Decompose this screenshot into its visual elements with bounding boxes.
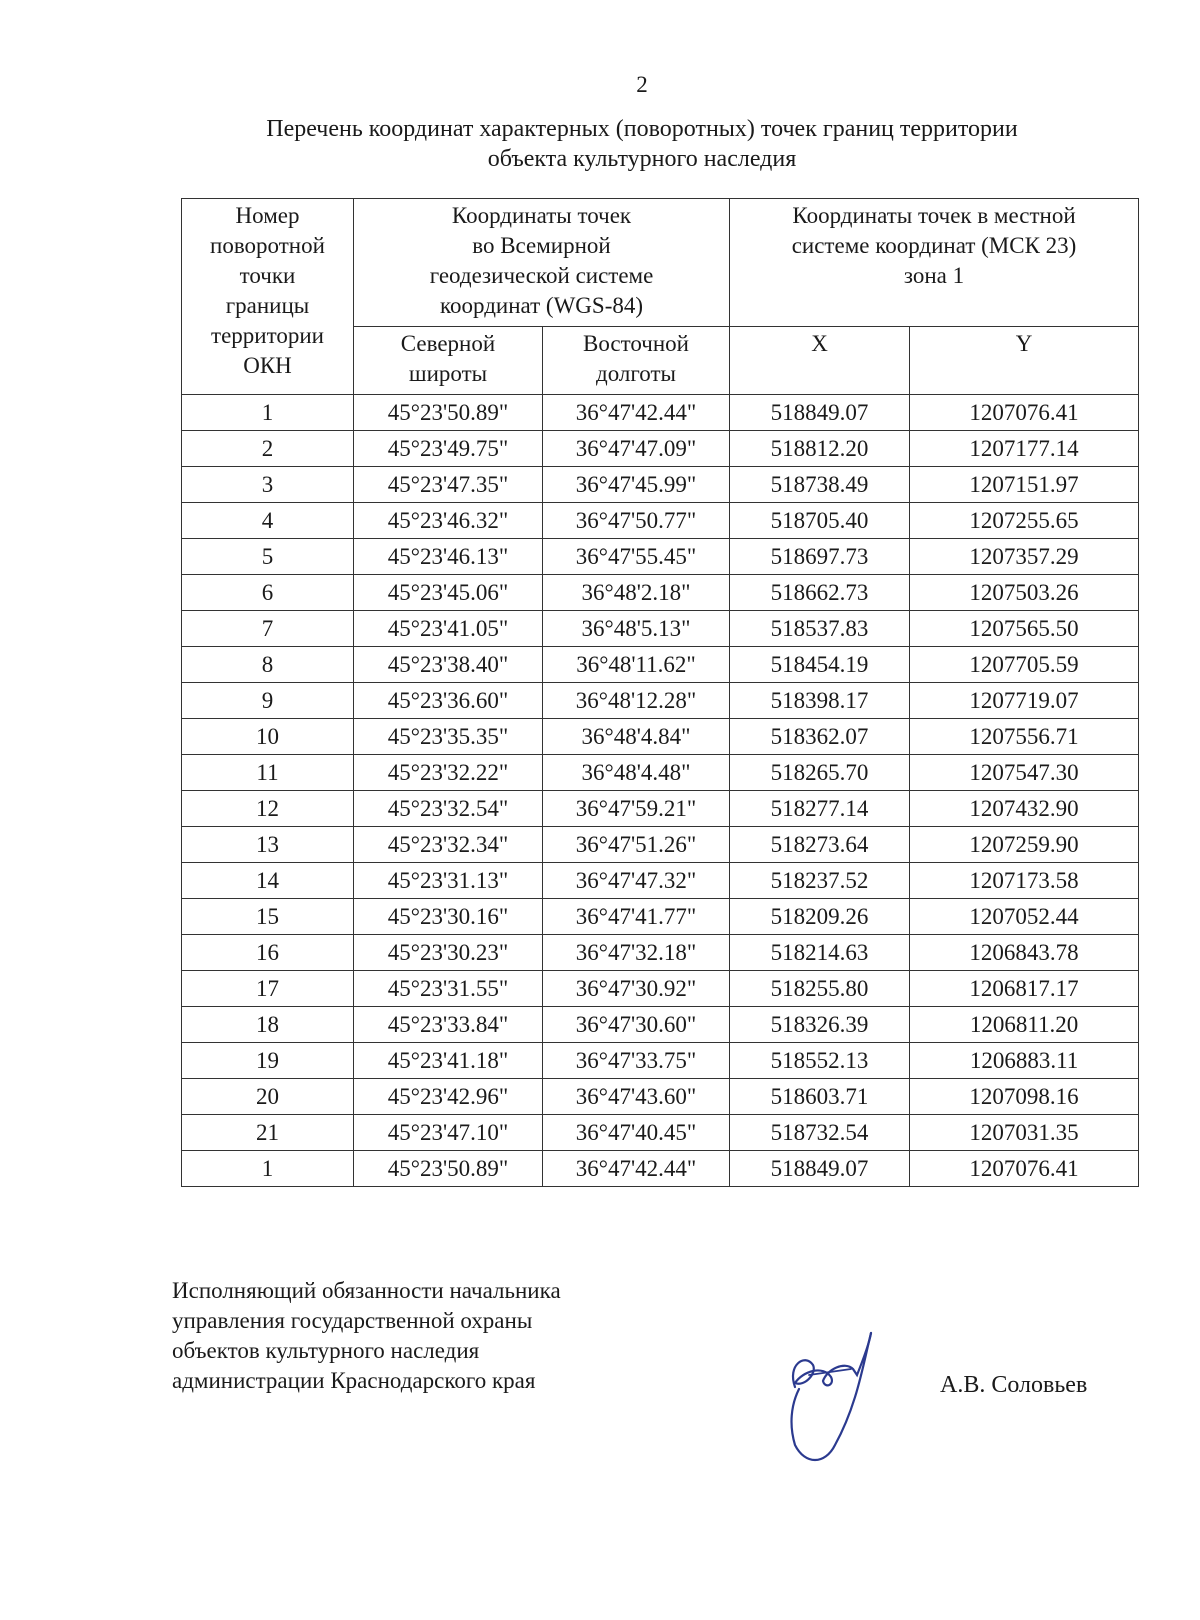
cell-y: 1207255.65 [910,503,1139,539]
cell-x: 518255.80 [730,971,910,1007]
cell-x: 518362.07 [730,719,910,755]
cell-point-number: 8 [182,647,354,683]
header-msk23: Координаты точек в местной системе координат (МСК 23) зона 1 [730,199,1139,327]
cell-x: 518398.17 [730,683,910,719]
cell-point-number: 20 [182,1079,354,1115]
cell-x: 518697.73 [730,539,910,575]
header-point-number: Номер поворотной точки границы территории ОКН [182,199,354,395]
table-row [182,1043,1139,1079]
table-row [182,503,1139,539]
cell-latitude: 45°23'32.22" [354,755,543,791]
cell-y: 1207565.50 [910,611,1139,647]
cell-point-number: 2 [182,431,354,467]
cell-latitude: 45°23'47.10" [354,1115,543,1151]
cell-latitude: 45°23'46.13" [354,539,543,575]
signatory-position [172,1276,561,1396]
cell-longitude: 36°47'47.09" [543,431,730,467]
cell-x: 518326.39 [730,1007,910,1043]
cell-y: 1206811.20 [910,1007,1139,1043]
position-line: управления государственной охраны [172,1308,533,1333]
cell-latitude: 45°23'50.89" [354,395,543,431]
cell-latitude: 45°23'32.54" [354,791,543,827]
cell-y: 1207098.16 [910,1079,1139,1115]
title-line-2: объекта культурного наследия [487,146,797,172]
cell-y: 1207432.90 [910,791,1139,827]
cell-point-number: 19 [182,1043,354,1079]
cell-y: 1207259.90 [910,827,1139,863]
cell-longitude: 36°47'50.77" [543,503,730,539]
cell-x: 518738.49 [730,467,910,503]
title-line-1: Перечень координат характерных (поворотных) точек границ территории [266,116,1018,142]
cell-longitude: 36°47'32.18" [543,935,730,971]
header-longitude: Восточной долготы [543,327,730,395]
cell-point-number: 16 [182,935,354,971]
table-row [182,467,1139,503]
table-row [182,1151,1139,1187]
cell-latitude: 45°23'31.55" [354,971,543,1007]
cell-latitude: 45°23'38.40" [354,647,543,683]
cell-latitude: 45°23'42.96" [354,1079,543,1115]
cell-longitude: 36°48'4.84" [543,719,730,755]
cell-point-number: 13 [182,827,354,863]
header-latitude: Северной широты [354,327,543,395]
cell-y: 1207556.71 [910,719,1139,755]
cell-y: 1206843.78 [910,935,1139,971]
table-row [182,1115,1139,1151]
table-row [182,827,1139,863]
cell-y: 1206817.17 [910,971,1139,1007]
cell-y: 1207076.41 [910,1151,1139,1187]
signatory-name: А.В. Соловьев [940,1372,1088,1398]
table-row [182,683,1139,719]
cell-point-number: 4 [182,503,354,539]
cell-latitude: 45°23'41.05" [354,611,543,647]
cell-point-number: 18 [182,1007,354,1043]
cell-latitude: 45°23'49.75" [354,431,543,467]
table-row [182,647,1139,683]
cell-latitude: 45°23'47.35" [354,467,543,503]
table-row [182,971,1139,1007]
cell-x: 518662.73 [730,575,910,611]
cell-y: 1207031.35 [910,1115,1139,1151]
cell-latitude: 45°23'41.18" [354,1043,543,1079]
handwritten-signature-icon [765,1325,885,1475]
cell-y: 1207177.14 [910,431,1139,467]
cell-y: 1206883.11 [910,1043,1139,1079]
cell-point-number: 6 [182,575,354,611]
document-title [150,114,1134,174]
cell-point-number: 10 [182,719,354,755]
cell-point-number: 15 [182,899,354,935]
cell-y: 1207151.97 [910,467,1139,503]
table-row [182,575,1139,611]
cell-longitude: 36°47'51.26" [543,827,730,863]
cell-x: 518552.13 [730,1043,910,1079]
cell-longitude: 36°47'40.45" [543,1115,730,1151]
cell-y: 1207052.44 [910,899,1139,935]
cell-x: 518273.64 [730,827,910,863]
cell-x: 518705.40 [730,503,910,539]
header-x: X [730,327,910,395]
cell-longitude: 36°47'30.92" [543,971,730,1007]
cell-x: 518849.07 [730,1151,910,1187]
table-body [182,395,1139,1187]
cell-latitude: 45°23'31.13" [354,863,543,899]
table-row [182,755,1139,791]
header-wgs84: Координаты точек во Всемирной геодезической системе координат (WGS-84) [354,199,730,327]
cell-x: 518277.14 [730,791,910,827]
cell-point-number: 14 [182,863,354,899]
cell-x: 518849.07 [730,395,910,431]
table-row [182,791,1139,827]
cell-latitude: 45°23'46.32" [354,503,543,539]
cell-latitude: 45°23'30.23" [354,935,543,971]
cell-y: 1207547.30 [910,755,1139,791]
cell-longitude: 36°48'4.48" [543,755,730,791]
cell-longitude: 36°47'45.99" [543,467,730,503]
cell-point-number: 7 [182,611,354,647]
cell-latitude: 45°23'30.16" [354,899,543,935]
cell-longitude: 36°48'2.18" [543,575,730,611]
cell-point-number: 11 [182,755,354,791]
cell-longitude: 36°48'11.62" [543,647,730,683]
cell-x: 518732.54 [730,1115,910,1151]
cell-x: 518209.26 [730,899,910,935]
cell-y: 1207357.29 [910,539,1139,575]
position-line: объектов культурного наследия [172,1338,480,1363]
cell-x: 518603.71 [730,1079,910,1115]
table-row [182,431,1139,467]
coordinates-table [181,198,1139,1187]
cell-point-number: 21 [182,1115,354,1151]
table-row [182,719,1139,755]
position-line: Исполняющий обязанности начальника [172,1278,561,1303]
cell-x: 518237.52 [730,863,910,899]
cell-point-number: 1 [182,395,354,431]
cell-latitude: 45°23'36.60" [354,683,543,719]
cell-point-number: 1 [182,1151,354,1187]
cell-longitude: 36°47'47.32" [543,863,730,899]
table-row [182,1007,1139,1043]
cell-y: 1207705.59 [910,647,1139,683]
cell-longitude: 36°47'42.44" [543,395,730,431]
cell-longitude: 36°47'59.21" [543,791,730,827]
cell-y: 1207503.26 [910,575,1139,611]
cell-y: 1207173.58 [910,863,1139,899]
header-y: Y [910,327,1139,395]
cell-longitude: 36°47'41.77" [543,899,730,935]
cell-latitude: 45°23'33.84" [354,1007,543,1043]
position-line: администрации Краснодарского края [172,1368,536,1393]
table-row [182,935,1139,971]
cell-longitude: 36°47'42.44" [543,1151,730,1187]
cell-longitude: 36°48'5.13" [543,611,730,647]
cell-y: 1207719.07 [910,683,1139,719]
cell-x: 518214.63 [730,935,910,971]
table-row [182,899,1139,935]
cell-x: 518454.19 [730,647,910,683]
cell-latitude: 45°23'45.06" [354,575,543,611]
table-row [182,395,1139,431]
table-row [182,539,1139,575]
cell-x: 518812.20 [730,431,910,467]
cell-latitude: 45°23'35.35" [354,719,543,755]
cell-y: 1207076.41 [910,395,1139,431]
table-row [182,863,1139,899]
cell-x: 518265.70 [730,755,910,791]
cell-longitude: 36°47'33.75" [543,1043,730,1079]
page-number: 2 [636,72,648,97]
cell-point-number: 9 [182,683,354,719]
cell-longitude: 36°47'30.60" [543,1007,730,1043]
cell-point-number: 12 [182,791,354,827]
cell-point-number: 17 [182,971,354,1007]
cell-longitude: 36°47'43.60" [543,1079,730,1115]
table-row [182,611,1139,647]
cell-latitude: 45°23'32.34" [354,827,543,863]
cell-x: 518537.83 [730,611,910,647]
cell-longitude: 36°48'12.28" [543,683,730,719]
cell-point-number: 5 [182,539,354,575]
cell-longitude: 36°47'55.45" [543,539,730,575]
cell-point-number: 3 [182,467,354,503]
cell-latitude: 45°23'50.89" [354,1151,543,1187]
table-row [182,1079,1139,1115]
